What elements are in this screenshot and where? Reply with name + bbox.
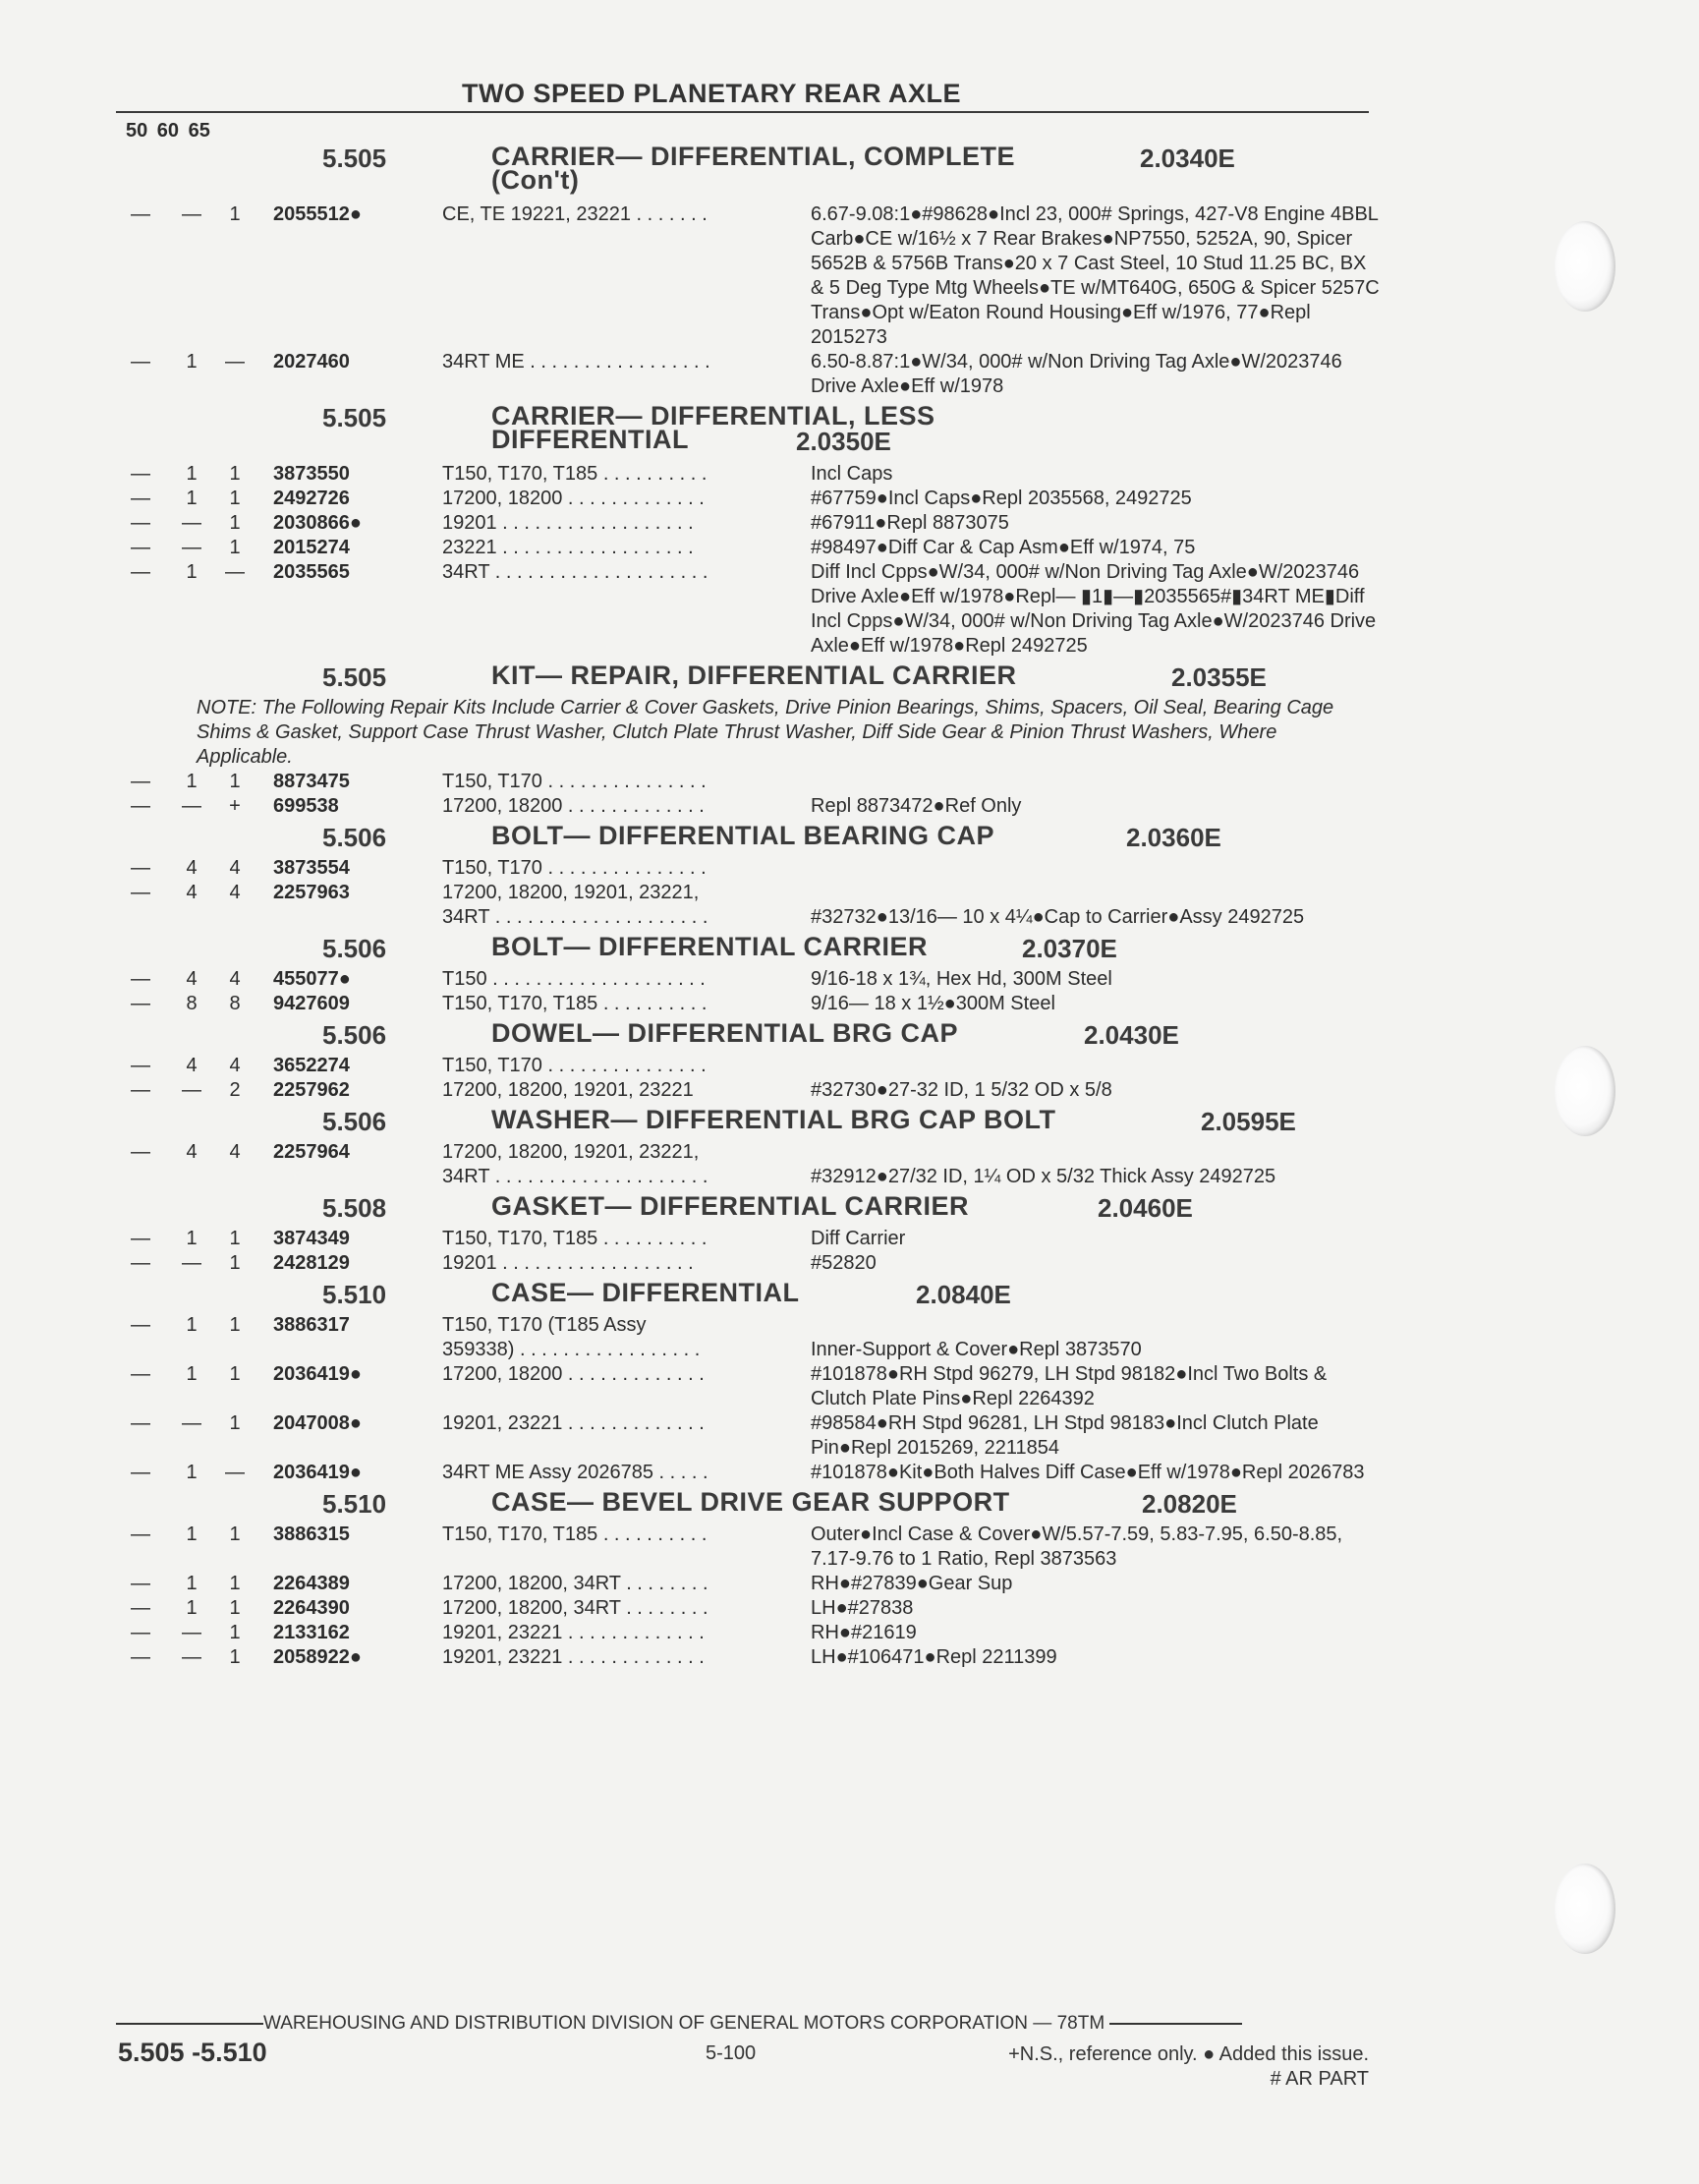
table-row xyxy=(0,1461,1699,1485)
quantity-cell: 1 xyxy=(229,771,241,792)
table-row xyxy=(0,1054,1699,1078)
section-heading xyxy=(0,823,1699,856)
section-title-line: CARRIER— DIFFERENTIAL, LESS xyxy=(491,401,935,431)
table-row xyxy=(0,967,1699,992)
quantity-cell: — xyxy=(131,1141,150,1163)
part-number: 3873554 xyxy=(273,857,350,879)
model-application: 34RT . . . . . . . . . . . . . . . . . . . . xyxy=(442,561,708,583)
model-application: T150, T170, T185 . . . . . . . . . . xyxy=(442,1228,708,1249)
table-row xyxy=(0,1621,1699,1645)
section-number: 5.508 xyxy=(322,1193,387,1223)
section-title-line: BOLT— DIFFERENTIAL CARRIER xyxy=(491,932,928,961)
section-code: 2.0820E xyxy=(1142,1489,1237,1519)
footer-publisher: WAREHOUSING AND DISTRIBUTION DIVISION OF GENERAL MOTORS CORPORATION — 78TM xyxy=(263,2013,1105,2034)
model-application: T150, T170, T185 . . . . . . . . . . xyxy=(442,993,708,1014)
part-description: #98584●RH Stpd 96281, LH Stpd 98183●Incl Clutch Plate Pin●Repl 2015269, 2211854 xyxy=(811,1412,1319,1459)
table-row xyxy=(0,992,1699,1016)
section-heading xyxy=(0,662,1699,696)
section-code: 2.0840E xyxy=(916,1280,1011,1309)
part-description: #32732●13/16— 10 x 4¼●Cap to Carrier●Assy 2492725 xyxy=(811,906,1305,928)
section-heading xyxy=(0,1280,1699,1313)
table-row xyxy=(0,1251,1699,1276)
part-description: 6.50-8.87:1●W/34, 000# w/Non Driving Tag Axle●W/2023746 Drive Axle●Eff w/1978 xyxy=(811,351,1342,397)
table-row xyxy=(0,1362,1699,1411)
part-number: 2133162 xyxy=(273,1622,350,1643)
table-row xyxy=(0,536,1699,560)
model-application: 17200, 18200, 19201, 23221 xyxy=(442,1079,694,1101)
quantity-cell: 8 xyxy=(186,993,198,1014)
quantity-cell: 1 xyxy=(229,537,241,558)
section-code: 2.0355E xyxy=(1171,662,1267,692)
quantity-cell: — xyxy=(225,1462,245,1483)
section-number: 5.510 xyxy=(322,1489,387,1519)
model-application: 34RT . . . . . . . . . . . . . . . . . . . . xyxy=(442,906,708,928)
part-description: #32730●27-32 ID, 1 5/32 OD x 5/8 xyxy=(811,1079,1112,1101)
section-title-line: CASE— DIFFERENTIAL xyxy=(491,1278,800,1307)
quantity-cell: — xyxy=(131,1252,150,1274)
table-row xyxy=(0,1645,1699,1670)
section-number: 5.505 xyxy=(322,662,387,692)
model-application: CE, TE 19221, 23221 . . . . . . . xyxy=(442,203,708,225)
footer-section-range: 5.505 -5.510 xyxy=(118,2038,267,2067)
section-code: 2.0350E xyxy=(796,427,891,456)
model-application: 17200, 18200, 19201, 23221, xyxy=(442,882,700,903)
table-row xyxy=(0,1572,1699,1596)
parts-section xyxy=(0,1193,1699,1276)
part-number: 2492726 xyxy=(273,488,350,509)
table-row xyxy=(0,1140,1699,1165)
table-row xyxy=(0,462,1699,487)
quantity-cell: 1 xyxy=(229,1412,241,1434)
model-application: T150, T170 . . . . . . . . . . . . . . . xyxy=(442,1055,707,1076)
quantity-cell: — xyxy=(182,795,201,817)
section-heading xyxy=(0,403,1699,462)
quantity-cell: 4 xyxy=(229,882,241,903)
quantity-cell: 1 xyxy=(186,1523,198,1545)
quantity-cell: — xyxy=(131,351,150,373)
quantity-cell: — xyxy=(131,795,150,817)
section-title-line: DIFFERENTIAL xyxy=(491,425,689,454)
quantity-cell: — xyxy=(182,1412,201,1434)
footer-publisher-line xyxy=(116,2013,1369,2035)
part-description: #98497●Diff Car & Cap Asm●Eff w/1974, 75 xyxy=(811,537,1196,558)
model-application: 17200, 18200, 34RT . . . . . . . . xyxy=(442,1597,708,1619)
quantity-cell: — xyxy=(131,857,150,879)
model-application: T150, T170 . . . . . . . . . . . . . . . xyxy=(442,771,707,792)
part-number: 2015274 xyxy=(273,537,350,558)
part-description: RH●#27839●Gear Sup xyxy=(811,1573,1013,1594)
model-application: 17200, 18200 . . . . . . . . . . . . . xyxy=(442,488,705,509)
table-row xyxy=(0,1227,1699,1251)
quantity-cell: — xyxy=(182,1252,201,1274)
part-number: 2027460 xyxy=(273,351,350,373)
quantity-cell: — xyxy=(131,968,150,990)
section-title-line: WASHER— DIFFERENTIAL BRG CAP BOLT xyxy=(491,1105,1056,1134)
section-title-line: DOWEL— DIFFERENTIAL BRG CAP xyxy=(491,1018,958,1048)
model-application: T150, T170 (T185 Assy xyxy=(442,1314,647,1336)
quantity-cell: — xyxy=(131,1079,150,1101)
section-number: 5.506 xyxy=(322,1107,387,1136)
footer-legend-line2: # AR PART xyxy=(1270,2068,1369,2090)
table-row xyxy=(0,856,1699,881)
table-row xyxy=(0,881,1699,905)
parts-section xyxy=(0,934,1699,1016)
part-description: RH●#21619 xyxy=(811,1622,917,1643)
model-years: 50 60 65 xyxy=(126,120,210,142)
quantity-cell: — xyxy=(131,1412,150,1434)
part-description: #52820 xyxy=(811,1252,877,1274)
quantity-cell: 1 xyxy=(186,561,198,583)
quantity-cell: 1 xyxy=(229,1314,241,1336)
table-row xyxy=(0,1078,1699,1103)
quantity-cell: 1 xyxy=(229,488,241,509)
quantity-cell: 1 xyxy=(186,351,198,373)
section-title-line: BOLT— DIFFERENTIAL BEARING CAP xyxy=(491,821,994,850)
quantity-cell: 4 xyxy=(229,968,241,990)
part-number: 3886317 xyxy=(273,1314,350,1336)
quantity-cell: 4 xyxy=(229,1141,241,1163)
part-number: 2035565 xyxy=(273,561,350,583)
quantity-cell: — xyxy=(131,463,150,485)
section-note: NOTE: The Following Repair Kits Include Carrier & Cover Gaskets, Drive Pinion Bearings, Shims, Spacers, Oil Seal, Bearing Cage Shims & Gasket, Support Case Thrust Washer, Clutch Plate Thrust Washer, Diff Side Gear & Pinion Thrust Washers, Where Applicable. xyxy=(197,697,1334,768)
quantity-cell: — xyxy=(131,512,150,534)
part-description: LH●#106471●Repl 2211399 xyxy=(811,1646,1057,1668)
part-description: 9/16-18 x 1¾, Hex Hd, 300M Steel xyxy=(811,968,1112,990)
section-number: 5.506 xyxy=(322,823,387,852)
table-row xyxy=(0,1411,1699,1461)
section-heading xyxy=(0,1107,1699,1140)
part-number: 699538 xyxy=(273,795,339,817)
section-heading xyxy=(0,934,1699,967)
section-number: 5.510 xyxy=(322,1280,387,1309)
part-description: #101878●RH Stpd 96279, LH Stpd 98182●Incl Two Bolts & Clutch Plate Pins●Repl 2264392 xyxy=(811,1363,1328,1409)
quantity-cell: 4 xyxy=(186,1055,198,1076)
table-row xyxy=(0,511,1699,536)
model-application: T150, T170 . . . . . . . . . . . . . . . xyxy=(442,857,707,879)
table-row xyxy=(0,770,1699,794)
section-code: 2.0360E xyxy=(1126,823,1221,852)
quantity-cell: 4 xyxy=(229,857,241,879)
quantity-cell: — xyxy=(131,1622,150,1643)
quantity-cell: 4 xyxy=(186,1141,198,1163)
quantity-cell: 4 xyxy=(186,882,198,903)
table-row xyxy=(0,1313,1699,1338)
table-row xyxy=(0,1338,1699,1362)
quantity-cell: 1 xyxy=(229,1573,241,1594)
quantity-cell: — xyxy=(131,1228,150,1249)
quantity-cell: 1 xyxy=(229,1228,241,1249)
part-description: Incl Caps xyxy=(811,463,893,485)
binder-hole xyxy=(1555,1864,1615,1954)
section-title-line: (Con't) xyxy=(491,165,580,195)
section-code: 2.0340E xyxy=(1140,144,1235,173)
part-description: #101878●Kit●Both Halves Diff Case●Eff w/1978●Repl 2026783 xyxy=(811,1462,1365,1483)
section-heading xyxy=(0,1489,1699,1523)
part-description: #67759●Incl Caps●Repl 2035568, 2492725 xyxy=(811,488,1192,509)
parts-section xyxy=(0,823,1699,930)
model-application: 19201, 23221 . . . . . . . . . . . . . xyxy=(442,1646,705,1668)
quantity-cell: 1 xyxy=(186,1573,198,1594)
part-number: 8873475 xyxy=(273,771,350,792)
part-number: 2257963 xyxy=(273,882,350,903)
part-number: 2257962 xyxy=(273,1079,350,1101)
table-row xyxy=(0,1523,1699,1572)
quantity-cell: — xyxy=(131,561,150,583)
section-title-line: KIT— REPAIR, DIFFERENTIAL CARRIER xyxy=(491,661,1017,690)
parts-section xyxy=(0,1107,1699,1189)
part-number: 2058922● xyxy=(273,1646,362,1668)
part-description: Diff Carrier xyxy=(811,1228,906,1249)
table-row xyxy=(0,794,1699,819)
quantity-cell: 1 xyxy=(229,1597,241,1619)
quantity-cell: 1 xyxy=(186,1228,198,1249)
part-description: #67911●Repl 8873075 xyxy=(811,512,1009,534)
part-number: 2036419● xyxy=(273,1462,362,1483)
part-number: 3873550 xyxy=(273,463,350,485)
quantity-cell: — xyxy=(131,488,150,509)
quantity-cell: — xyxy=(182,1622,201,1643)
model-application: 17200, 18200 . . . . . . . . . . . . . xyxy=(442,1363,705,1385)
quantity-cell: — xyxy=(182,203,201,225)
header-rule xyxy=(116,111,1369,113)
part-number: 3886315 xyxy=(273,1523,350,1545)
parts-section xyxy=(0,1020,1699,1103)
model-application: 19201 . . . . . . . . . . . . . . . . . . xyxy=(442,512,694,534)
model-application: 17200, 18200 . . . . . . . . . . . . . xyxy=(442,795,705,817)
quantity-cell: 1 xyxy=(186,1462,198,1483)
quantity-cell: 8 xyxy=(229,993,241,1014)
quantity-cell: — xyxy=(131,1523,150,1545)
quantity-cell: — xyxy=(182,537,201,558)
model-application: T150, T170, T185 . . . . . . . . . . xyxy=(442,1523,708,1545)
quantity-cell: 2 xyxy=(229,1079,241,1101)
quantity-cell: 1 xyxy=(229,1622,241,1643)
section-number: 5.506 xyxy=(322,934,387,963)
model-application: 23221 . . . . . . . . . . . . . . . . . . xyxy=(442,537,694,558)
section-title-line: CASE— BEVEL DRIVE GEAR SUPPORT xyxy=(491,1487,1010,1517)
table-row xyxy=(0,202,1699,350)
parts-section xyxy=(0,1280,1699,1485)
quantity-cell: 4 xyxy=(186,968,198,990)
quantity-cell: — xyxy=(225,561,245,583)
quantity-cell: — xyxy=(131,1573,150,1594)
model-application: 19201, 23221 . . . . . . . . . . . . . xyxy=(442,1412,705,1434)
part-description: Inner-Support & Cover●Repl 3873570 xyxy=(811,1339,1142,1360)
quantity-cell: 1 xyxy=(229,1646,241,1668)
table-row xyxy=(0,350,1699,399)
part-number: 3652274 xyxy=(273,1055,350,1076)
quantity-cell: 4 xyxy=(229,1055,241,1076)
part-number: 2030866● xyxy=(273,512,362,534)
parts-section xyxy=(0,1489,1699,1670)
footer-legend xyxy=(1008,2042,1369,2092)
model-application: 34RT ME . . . . . . . . . . . . . . . . . xyxy=(442,351,710,373)
model-application: 359338) . . . . . . . . . . . . . . . . . xyxy=(442,1339,701,1360)
footer-page-number: 5-100 xyxy=(706,2042,757,2064)
parts-section xyxy=(0,662,1699,819)
quantity-cell: — xyxy=(182,512,201,534)
section-number: 5.505 xyxy=(322,144,387,173)
part-number: 455077● xyxy=(273,968,351,990)
quantity-cell: — xyxy=(131,203,150,225)
quantity-cell: 1 xyxy=(229,463,241,485)
parts-listing xyxy=(0,138,1699,1670)
part-description: 9/16— 18 x 1½●300M Steel xyxy=(811,993,1055,1014)
quantity-cell: + xyxy=(229,795,241,817)
part-number: 2264390 xyxy=(273,1597,350,1619)
quantity-cell: 1 xyxy=(229,1523,241,1545)
part-description: Diff Incl Cpps●W/34, 000# w/Non Driving Tag Axle●W/2023746 Drive Axle●Eff w/1978●Repl— ▮1▮—▮2035565#▮34RT ME▮Diff Incl Cpps●W/34, 000# w/Non Driving Tag Axle●W/2023746 Drive Axle●Eff w/1978●Repl 2492725 xyxy=(811,561,1377,657)
section-code: 2.0460E xyxy=(1098,1193,1193,1223)
model-application: T150, T170, T185 . . . . . . . . . . xyxy=(442,463,708,485)
part-description: LH●#27838 xyxy=(811,1597,914,1619)
section-title-line: GASKET— DIFFERENTIAL CARRIER xyxy=(491,1191,970,1221)
part-number: 2264389 xyxy=(273,1573,350,1594)
section-heading xyxy=(0,1020,1699,1054)
quantity-cell: — xyxy=(131,1363,150,1385)
part-number: 2055512● xyxy=(273,203,362,225)
quantity-cell: 4 xyxy=(186,857,198,879)
quantity-cell: — xyxy=(225,351,245,373)
part-number: 9427609 xyxy=(273,993,350,1014)
quantity-cell: 1 xyxy=(186,488,198,509)
parts-section xyxy=(0,403,1699,659)
quantity-cell: — xyxy=(131,1597,150,1619)
quantity-cell: 1 xyxy=(229,512,241,534)
section-number: 5.505 xyxy=(322,403,387,432)
quantity-cell: — xyxy=(131,771,150,792)
footer-legend-line1: +N.S., reference only. ● Added this issue. xyxy=(1008,2043,1369,2065)
part-number: 3874349 xyxy=(273,1228,350,1249)
quantity-cell: — xyxy=(182,1079,201,1101)
table-row xyxy=(0,560,1699,659)
part-description: #32912●27/32 ID, 1¼ OD x 5/32 Thick Assy 2492725 xyxy=(811,1166,1276,1187)
quantity-cell: — xyxy=(131,1462,150,1483)
quantity-cell: 1 xyxy=(229,1363,241,1385)
quantity-cell: 1 xyxy=(186,771,198,792)
model-application: 19201, 23221 . . . . . . . . . . . . . xyxy=(442,1622,705,1643)
parts-section xyxy=(0,144,1699,399)
part-description: 6.67-9.08:1●#98628●Incl 23, 000# Springs, 427-V8 Engine 4BBL Carb●CE w/16½ x 7 Rear Brakes●NP7550, 5252A, 90, Spicer 5652B & 5756B Trans●20 x 7 Cast Steel, 10 Stud 11.25 BC, BX & 5 Deg Type Mtg Wheels●TE w/MT640G, 650G & Spicer 5257C Trans●Opt w/Eaton Round Housing●Eff w/1976, 77●Repl 2015273 xyxy=(811,203,1380,348)
table-row xyxy=(0,1165,1699,1189)
model-application: 19201 . . . . . . . . . . . . . . . . . . xyxy=(442,1252,694,1274)
model-application: 34RT ME Assy 2026785 . . . . . xyxy=(442,1462,708,1483)
model-application: 34RT . . . . . . . . . . . . . . . . . . . . xyxy=(442,1166,708,1187)
table-row xyxy=(0,1596,1699,1621)
quantity-cell: — xyxy=(131,993,150,1014)
quantity-cell: 1 xyxy=(186,1597,198,1619)
section-code: 2.0370E xyxy=(1022,934,1117,963)
quantity-cell: — xyxy=(131,1314,150,1336)
section-heading xyxy=(0,1193,1699,1227)
model-application: 17200, 18200, 34RT . . . . . . . . xyxy=(442,1573,708,1594)
quantity-cell: 1 xyxy=(186,463,198,485)
quantity-cell: — xyxy=(131,882,150,903)
table-row xyxy=(0,487,1699,511)
model-application: T150 . . . . . . . . . . . . . . . . . . . . xyxy=(442,968,706,990)
part-description: Outer●Incl Case & Cover●W/5.57-7.59, 5.83-7.95, 6.50-8.85, 7.17-9.76 to 1 Ratio, Repl 3873563 xyxy=(811,1523,1343,1570)
section-code: 2.0430E xyxy=(1084,1020,1179,1050)
quantity-cell: 1 xyxy=(186,1314,198,1336)
section-code: 2.0595E xyxy=(1201,1107,1296,1136)
part-number: 2047008● xyxy=(273,1412,362,1434)
model-application: 17200, 18200, 19201, 23221, xyxy=(442,1141,700,1163)
part-number: 2257964 xyxy=(273,1141,350,1163)
page-title: TWO SPEED PLANETARY REAR AXLE xyxy=(462,79,962,108)
part-number: 2036419● xyxy=(273,1363,362,1385)
section-heading xyxy=(0,144,1699,202)
quantity-cell: — xyxy=(131,1646,150,1668)
quantity-cell: — xyxy=(131,1055,150,1076)
section-number: 5.506 xyxy=(322,1020,387,1050)
quantity-cell: 1 xyxy=(229,1252,241,1274)
part-description: Repl 8873472●Ref Only xyxy=(811,795,1022,817)
section-title-line: CARRIER— DIFFERENTIAL, COMPLETE xyxy=(491,142,1015,171)
table-row xyxy=(0,905,1699,930)
part-number: 2428129 xyxy=(273,1252,350,1274)
quantity-cell: — xyxy=(131,537,150,558)
quantity-cell: 1 xyxy=(186,1363,198,1385)
quantity-cell: — xyxy=(182,1646,201,1668)
quantity-cell: 1 xyxy=(229,203,241,225)
